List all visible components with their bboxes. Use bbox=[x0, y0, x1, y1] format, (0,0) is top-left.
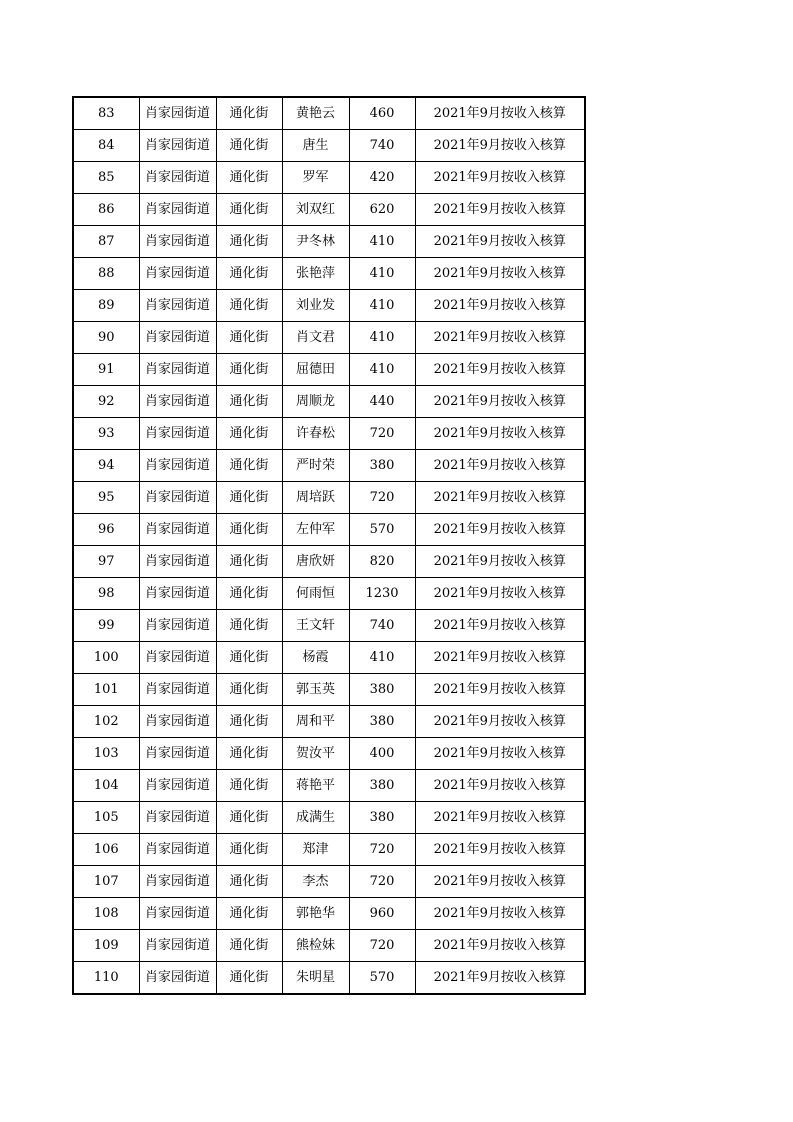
row-number-cell: 88 bbox=[73, 258, 139, 290]
amount-cell: 620 bbox=[349, 194, 415, 226]
row-number-cell: 96 bbox=[73, 514, 139, 546]
name-cell: 何雨恒 bbox=[282, 578, 349, 610]
name-cell: 左仲军 bbox=[282, 514, 349, 546]
note-cell: 2021年9月按收入核算 bbox=[415, 97, 585, 130]
name-cell: 郭玉英 bbox=[282, 674, 349, 706]
name-cell: 罗军 bbox=[282, 162, 349, 194]
amount-cell: 410 bbox=[349, 290, 415, 322]
amount-cell: 410 bbox=[349, 322, 415, 354]
row-number-cell: 100 bbox=[73, 642, 139, 674]
community-cell: 通化街 bbox=[216, 258, 282, 290]
name-cell: 黄艳云 bbox=[282, 97, 349, 130]
row-number-cell: 92 bbox=[73, 386, 139, 418]
data-table bbox=[72, 96, 586, 995]
table-row bbox=[73, 290, 585, 322]
note-cell: 2021年9月按收入核算 bbox=[415, 130, 585, 162]
table-row bbox=[73, 354, 585, 386]
community-cell: 通化街 bbox=[216, 706, 282, 738]
amount-cell: 720 bbox=[349, 482, 415, 514]
name-cell: 王文轩 bbox=[282, 610, 349, 642]
note-cell: 2021年9月按收入核算 bbox=[415, 258, 585, 290]
community-cell: 通化街 bbox=[216, 97, 282, 130]
row-number-cell: 110 bbox=[73, 962, 139, 995]
street-cell: 肖家园街道 bbox=[139, 418, 216, 450]
street-cell: 肖家园街道 bbox=[139, 354, 216, 386]
row-number-cell: 90 bbox=[73, 322, 139, 354]
community-cell: 通化街 bbox=[216, 226, 282, 258]
table-row bbox=[73, 610, 585, 642]
community-cell: 通化街 bbox=[216, 546, 282, 578]
note-cell: 2021年9月按收入核算 bbox=[415, 930, 585, 962]
table-row bbox=[73, 450, 585, 482]
street-cell: 肖家园街道 bbox=[139, 194, 216, 226]
street-cell: 肖家园街道 bbox=[139, 290, 216, 322]
name-cell: 唐欣妍 bbox=[282, 546, 349, 578]
amount-cell: 440 bbox=[349, 386, 415, 418]
note-cell: 2021年9月按收入核算 bbox=[415, 514, 585, 546]
street-cell: 肖家园街道 bbox=[139, 898, 216, 930]
table-row bbox=[73, 834, 585, 866]
amount-cell: 380 bbox=[349, 706, 415, 738]
amount-cell: 460 bbox=[349, 97, 415, 130]
note-cell: 2021年9月按收入核算 bbox=[415, 450, 585, 482]
amount-cell: 410 bbox=[349, 226, 415, 258]
table-row bbox=[73, 386, 585, 418]
note-cell: 2021年9月按收入核算 bbox=[415, 354, 585, 386]
name-cell: 刘双红 bbox=[282, 194, 349, 226]
street-cell: 肖家园街道 bbox=[139, 162, 216, 194]
note-cell: 2021年9月按收入核算 bbox=[415, 898, 585, 930]
note-cell: 2021年9月按收入核算 bbox=[415, 706, 585, 738]
community-cell: 通化街 bbox=[216, 610, 282, 642]
street-cell: 肖家园街道 bbox=[139, 258, 216, 290]
row-number-cell: 95 bbox=[73, 482, 139, 514]
table-row bbox=[73, 130, 585, 162]
amount-cell: 820 bbox=[349, 546, 415, 578]
note-cell: 2021年9月按收入核算 bbox=[415, 962, 585, 995]
community-cell: 通化街 bbox=[216, 322, 282, 354]
table-body bbox=[73, 97, 585, 994]
note-cell: 2021年9月按收入核算 bbox=[415, 546, 585, 578]
row-number-cell: 99 bbox=[73, 610, 139, 642]
note-cell: 2021年9月按收入核算 bbox=[415, 418, 585, 450]
table-row bbox=[73, 898, 585, 930]
street-cell: 肖家园街道 bbox=[139, 642, 216, 674]
name-cell: 蒋艳平 bbox=[282, 770, 349, 802]
community-cell: 通化街 bbox=[216, 290, 282, 322]
community-cell: 通化街 bbox=[216, 930, 282, 962]
row-number-cell: 104 bbox=[73, 770, 139, 802]
note-cell: 2021年9月按收入核算 bbox=[415, 674, 585, 706]
street-cell: 肖家园街道 bbox=[139, 930, 216, 962]
note-cell: 2021年9月按收入核算 bbox=[415, 866, 585, 898]
amount-cell: 380 bbox=[349, 770, 415, 802]
note-cell: 2021年9月按收入核算 bbox=[415, 322, 585, 354]
table-row bbox=[73, 194, 585, 226]
community-cell: 通化街 bbox=[216, 866, 282, 898]
street-cell: 肖家园街道 bbox=[139, 450, 216, 482]
row-number-cell: 101 bbox=[73, 674, 139, 706]
community-cell: 通化街 bbox=[216, 674, 282, 706]
row-number-cell: 102 bbox=[73, 706, 139, 738]
name-cell: 朱明星 bbox=[282, 962, 349, 995]
amount-cell: 410 bbox=[349, 354, 415, 386]
street-cell: 肖家园街道 bbox=[139, 226, 216, 258]
table-row bbox=[73, 930, 585, 962]
row-number-cell: 108 bbox=[73, 898, 139, 930]
note-cell: 2021年9月按收入核算 bbox=[415, 386, 585, 418]
table-row bbox=[73, 706, 585, 738]
table-row bbox=[73, 802, 585, 834]
note-cell: 2021年9月按收入核算 bbox=[415, 290, 585, 322]
row-number-cell: 89 bbox=[73, 290, 139, 322]
name-cell: 郭艳华 bbox=[282, 898, 349, 930]
note-cell: 2021年9月按收入核算 bbox=[415, 834, 585, 866]
community-cell: 通化街 bbox=[216, 418, 282, 450]
row-number-cell: 84 bbox=[73, 130, 139, 162]
row-number-cell: 86 bbox=[73, 194, 139, 226]
row-number-cell: 93 bbox=[73, 418, 139, 450]
table-row bbox=[73, 322, 585, 354]
amount-cell: 740 bbox=[349, 130, 415, 162]
amount-cell: 720 bbox=[349, 930, 415, 962]
note-cell: 2021年9月按收入核算 bbox=[415, 194, 585, 226]
name-cell: 周和平 bbox=[282, 706, 349, 738]
amount-cell: 720 bbox=[349, 866, 415, 898]
amount-cell: 1230 bbox=[349, 578, 415, 610]
note-cell: 2021年9月按收入核算 bbox=[415, 802, 585, 834]
street-cell: 肖家园街道 bbox=[139, 866, 216, 898]
note-cell: 2021年9月按收入核算 bbox=[415, 610, 585, 642]
street-cell: 肖家园街道 bbox=[139, 610, 216, 642]
note-cell: 2021年9月按收入核算 bbox=[415, 770, 585, 802]
name-cell: 周培跃 bbox=[282, 482, 349, 514]
street-cell: 肖家园街道 bbox=[139, 802, 216, 834]
table-row bbox=[73, 418, 585, 450]
name-cell: 严时荣 bbox=[282, 450, 349, 482]
amount-cell: 380 bbox=[349, 674, 415, 706]
name-cell: 成满生 bbox=[282, 802, 349, 834]
community-cell: 通化街 bbox=[216, 162, 282, 194]
community-cell: 通化街 bbox=[216, 642, 282, 674]
name-cell: 许春松 bbox=[282, 418, 349, 450]
community-cell: 通化街 bbox=[216, 738, 282, 770]
community-cell: 通化街 bbox=[216, 834, 282, 866]
amount-cell: 410 bbox=[349, 258, 415, 290]
amount-cell: 380 bbox=[349, 802, 415, 834]
community-cell: 通化街 bbox=[216, 194, 282, 226]
table-row bbox=[73, 97, 585, 130]
row-number-cell: 103 bbox=[73, 738, 139, 770]
street-cell: 肖家园街道 bbox=[139, 130, 216, 162]
name-cell: 刘业发 bbox=[282, 290, 349, 322]
street-cell: 肖家园街道 bbox=[139, 674, 216, 706]
row-number-cell: 109 bbox=[73, 930, 139, 962]
amount-cell: 570 bbox=[349, 962, 415, 995]
name-cell: 周顺龙 bbox=[282, 386, 349, 418]
street-cell: 肖家园街道 bbox=[139, 386, 216, 418]
table-row bbox=[73, 642, 585, 674]
street-cell: 肖家园街道 bbox=[139, 834, 216, 866]
community-cell: 通化街 bbox=[216, 482, 282, 514]
note-cell: 2021年9月按收入核算 bbox=[415, 226, 585, 258]
street-cell: 肖家园街道 bbox=[139, 706, 216, 738]
table-row bbox=[73, 162, 585, 194]
table-row bbox=[73, 962, 585, 995]
community-cell: 通化街 bbox=[216, 386, 282, 418]
amount-cell: 740 bbox=[349, 610, 415, 642]
name-cell: 唐生 bbox=[282, 130, 349, 162]
name-cell: 肖文君 bbox=[282, 322, 349, 354]
note-cell: 2021年9月按收入核算 bbox=[415, 642, 585, 674]
name-cell: 杨霞 bbox=[282, 642, 349, 674]
amount-cell: 400 bbox=[349, 738, 415, 770]
community-cell: 通化街 bbox=[216, 514, 282, 546]
table-row bbox=[73, 482, 585, 514]
note-cell: 2021年9月按收入核算 bbox=[415, 738, 585, 770]
street-cell: 肖家园街道 bbox=[139, 578, 216, 610]
community-cell: 通化街 bbox=[216, 770, 282, 802]
table-row bbox=[73, 770, 585, 802]
table-row bbox=[73, 514, 585, 546]
row-number-cell: 87 bbox=[73, 226, 139, 258]
name-cell: 贺汝平 bbox=[282, 738, 349, 770]
street-cell: 肖家园街道 bbox=[139, 962, 216, 995]
street-cell: 肖家园街道 bbox=[139, 514, 216, 546]
amount-cell: 720 bbox=[349, 418, 415, 450]
row-number-cell: 91 bbox=[73, 354, 139, 386]
table-row bbox=[73, 578, 585, 610]
note-cell: 2021年9月按收入核算 bbox=[415, 482, 585, 514]
name-cell: 熊检妹 bbox=[282, 930, 349, 962]
street-cell: 肖家园街道 bbox=[139, 482, 216, 514]
amount-cell: 420 bbox=[349, 162, 415, 194]
community-cell: 通化街 bbox=[216, 802, 282, 834]
row-number-cell: 107 bbox=[73, 866, 139, 898]
amount-cell: 720 bbox=[349, 834, 415, 866]
table-row bbox=[73, 674, 585, 706]
street-cell: 肖家园街道 bbox=[139, 738, 216, 770]
note-cell: 2021年9月按收入核算 bbox=[415, 162, 585, 194]
table-row bbox=[73, 546, 585, 578]
community-cell: 通化街 bbox=[216, 354, 282, 386]
amount-cell: 570 bbox=[349, 514, 415, 546]
name-cell: 张艳萍 bbox=[282, 258, 349, 290]
amount-cell: 410 bbox=[349, 642, 415, 674]
row-number-cell: 94 bbox=[73, 450, 139, 482]
name-cell: 郑津 bbox=[282, 834, 349, 866]
table-row bbox=[73, 226, 585, 258]
table-row bbox=[73, 738, 585, 770]
table-row bbox=[73, 866, 585, 898]
row-number-cell: 106 bbox=[73, 834, 139, 866]
row-number-cell: 83 bbox=[73, 97, 139, 130]
amount-cell: 960 bbox=[349, 898, 415, 930]
community-cell: 通化街 bbox=[216, 898, 282, 930]
table-row bbox=[73, 258, 585, 290]
row-number-cell: 105 bbox=[73, 802, 139, 834]
street-cell: 肖家园街道 bbox=[139, 546, 216, 578]
amount-cell: 380 bbox=[349, 450, 415, 482]
street-cell: 肖家园街道 bbox=[139, 322, 216, 354]
row-number-cell: 85 bbox=[73, 162, 139, 194]
row-number-cell: 97 bbox=[73, 546, 139, 578]
name-cell: 尹冬林 bbox=[282, 226, 349, 258]
community-cell: 通化街 bbox=[216, 578, 282, 610]
street-cell: 肖家园街道 bbox=[139, 770, 216, 802]
street-cell: 肖家园街道 bbox=[139, 97, 216, 130]
name-cell: 屈德田 bbox=[282, 354, 349, 386]
row-number-cell: 98 bbox=[73, 578, 139, 610]
note-cell: 2021年9月按收入核算 bbox=[415, 578, 585, 610]
name-cell: 李杰 bbox=[282, 866, 349, 898]
community-cell: 通化街 bbox=[216, 962, 282, 995]
community-cell: 通化街 bbox=[216, 450, 282, 482]
community-cell: 通化街 bbox=[216, 130, 282, 162]
